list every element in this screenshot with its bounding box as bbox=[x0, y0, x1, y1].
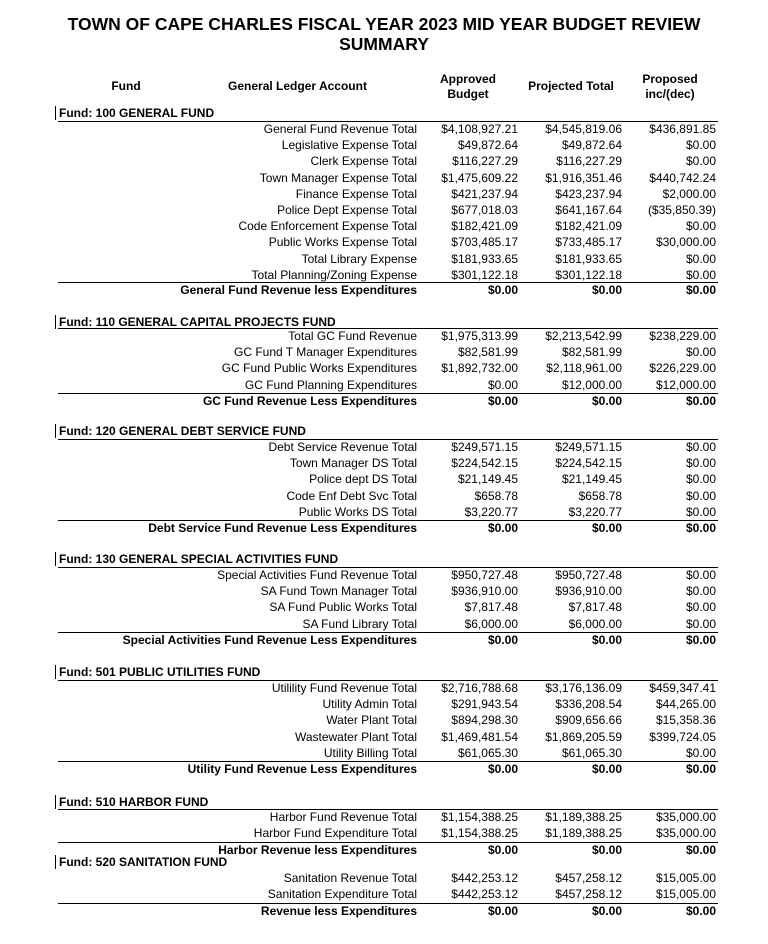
ledger-row bbox=[0, 171, 768, 186]
proposed-change-value: $0.00 bbox=[685, 345, 716, 360]
total-label: Special Activities Fund Revenue Less Expenditures bbox=[122, 633, 417, 647]
ledger-row bbox=[0, 122, 768, 137]
projected-total-value: $733,485.17 bbox=[555, 235, 622, 250]
total-label: GC Fund Revenue Less Expenditures bbox=[202, 394, 417, 408]
title-line-2: SUMMARY bbox=[339, 34, 429, 54]
header-proposed bbox=[630, 72, 710, 102]
proposed-change-value: $0.00 bbox=[685, 251, 716, 266]
ledger-row bbox=[0, 378, 768, 393]
account-label: Sanitation Expenditure Total bbox=[267, 887, 417, 902]
approved-budget-value: $442,253.12 bbox=[451, 871, 518, 885]
approved-budget-value: $421,237.94 bbox=[451, 186, 518, 201]
approved-budget-value: $4,108,927.21 bbox=[441, 122, 518, 136]
fund-heading: Fund: 520 SANITATION FUND bbox=[55, 855, 227, 869]
account-label: General Fund Revenue Total bbox=[263, 122, 417, 136]
proposed-change-value: $35,000.00 bbox=[655, 826, 716, 841]
proposed-change-value: $0.00 bbox=[685, 504, 716, 519]
projected-total-value: $249,571.15 bbox=[555, 440, 622, 454]
approved-budget-value: $2,716,788.68 bbox=[441, 681, 518, 695]
approved-budget-value: $181,933.65 bbox=[451, 251, 518, 266]
approved-budget-value: $301,122.18 bbox=[451, 267, 518, 282]
total-approved-value: $0.00 bbox=[487, 521, 518, 535]
account-label: SA Fund Town Manager Total bbox=[260, 584, 417, 599]
approved-budget-value: $291,943.54 bbox=[451, 697, 518, 712]
proposed-change-value: $15,005.00 bbox=[655, 887, 716, 902]
ledger-row bbox=[0, 219, 768, 234]
account-label: Clerk Expense Total bbox=[310, 154, 417, 169]
ledger-row bbox=[0, 730, 768, 745]
account-label: Total GC Fund Revenue bbox=[288, 329, 417, 343]
projected-total-value: $1,916,351.46 bbox=[545, 170, 622, 185]
fund-total-row bbox=[0, 904, 768, 919]
projected-total-value: $6,000.00 bbox=[568, 616, 622, 631]
proposed-change-value: $0.00 bbox=[685, 600, 716, 615]
ledger-row bbox=[0, 345, 768, 360]
account-label: Utility Billing Total bbox=[323, 745, 417, 760]
ledger-row bbox=[0, 746, 768, 761]
account-label: Utilility Fund Revenue Total bbox=[271, 681, 417, 695]
projected-total-value: $936,910.00 bbox=[555, 584, 622, 599]
total-proposed-value: $0.00 bbox=[685, 843, 716, 857]
approved-budget-value: $442,253.12 bbox=[451, 887, 518, 902]
fund-heading: Fund: 510 HARBOR FUND bbox=[55, 795, 208, 809]
approved-budget-value: $116,227.29 bbox=[452, 154, 518, 169]
account-label: Finance Expense Total bbox=[295, 186, 417, 201]
projected-total-value: $224,542.15 bbox=[555, 456, 622, 471]
ledger-row bbox=[0, 489, 768, 504]
projected-total-value: $12,000.00 bbox=[561, 377, 622, 392]
approved-budget-value: $703,485.17 bbox=[451, 235, 518, 250]
approved-budget-value: $658.78 bbox=[474, 488, 518, 503]
projected-total-value: $950,727.48 bbox=[555, 568, 622, 582]
total-proposed-value: $0.00 bbox=[685, 904, 716, 918]
projected-total-value: $116,227.29 bbox=[556, 154, 622, 169]
total-projected-value: $0.00 bbox=[591, 904, 622, 918]
projected-total-value: $2,118,961.00 bbox=[546, 361, 622, 376]
approved-budget-value: $0.00 bbox=[487, 377, 518, 392]
total-label: Debt Service Fund Revenue Less Expenditures bbox=[148, 521, 417, 535]
account-label: GC Fund Public Works Expenditures bbox=[221, 361, 417, 376]
approved-budget-value: $7,817.48 bbox=[464, 600, 518, 615]
total-projected-value: $0.00 bbox=[591, 633, 622, 647]
approved-budget-value: $1,154,388.25 bbox=[441, 826, 518, 841]
approved-budget-value: $1,892,732.00 bbox=[441, 361, 518, 376]
fund-total-row bbox=[0, 394, 768, 409]
account-label: SA Fund Public Works Total bbox=[269, 600, 417, 615]
approved-budget-value: $950,727.48 bbox=[451, 568, 518, 582]
proposed-change-value: $440,742.24 bbox=[649, 170, 716, 185]
header-proposed-line-1: Proposed bbox=[642, 72, 698, 86]
ledger-row bbox=[0, 329, 768, 344]
proposed-change-value: $238,229.00 bbox=[649, 329, 716, 343]
header-approved bbox=[428, 72, 508, 102]
account-label: Utility Admin Total bbox=[322, 697, 417, 712]
account-label: Special Activities Fund Revenue Total bbox=[217, 568, 417, 582]
projected-total-value: $1,189,388.25 bbox=[545, 826, 622, 841]
account-label: Water Plant Total bbox=[326, 713, 417, 728]
account-label: Debt Service Revenue Total bbox=[268, 440, 417, 454]
fund-total-row bbox=[0, 762, 768, 777]
projected-total-value: $21,149.45 bbox=[561, 472, 622, 487]
account-label: Sanitation Revenue Total bbox=[283, 871, 417, 885]
account-label: Police Dept Expense Total bbox=[277, 203, 417, 217]
projected-total-value: $457,258.12 bbox=[555, 887, 622, 902]
fund-heading: Fund: 130 GENERAL SPECIAL ACTIVITIES FUND bbox=[55, 552, 338, 566]
ledger-row bbox=[0, 456, 768, 471]
projected-total-value: $3,220.77 bbox=[568, 504, 622, 519]
account-label: Code Enf Debt Svc Total bbox=[286, 488, 417, 503]
header-account: General Ledger Account bbox=[228, 79, 367, 93]
account-label: Public Works Expense Total bbox=[268, 235, 417, 250]
projected-total-value: $182,421.09 bbox=[555, 219, 622, 234]
approved-budget-value: $61,065.30 bbox=[457, 745, 518, 760]
proposed-change-value: $0.00 bbox=[685, 456, 716, 471]
approved-budget-value: $49,872.64 bbox=[457, 138, 518, 153]
header-approved-line-2: Budget bbox=[447, 87, 489, 101]
projected-total-value: $2,213,542.99 bbox=[545, 329, 622, 343]
proposed-change-value: $30,000.00 bbox=[655, 235, 716, 250]
approved-budget-value: $182,421.09 bbox=[451, 219, 518, 234]
account-label: Legislative Expense Total bbox=[281, 138, 417, 153]
proposed-change-value: $459,347.41 bbox=[649, 681, 716, 695]
ledger-row bbox=[0, 697, 768, 712]
page-title bbox=[0, 14, 768, 54]
approved-budget-value: $249,571.15 bbox=[451, 440, 518, 454]
ledger-row bbox=[0, 440, 768, 455]
account-label: Total Library Expense bbox=[301, 251, 417, 266]
fund-heading: Fund: 501 PUBLIC UTILITIES FUND bbox=[55, 665, 260, 679]
ledger-row bbox=[0, 681, 768, 696]
ledger-row bbox=[0, 187, 768, 202]
account-label: Town Manager DS Total bbox=[289, 456, 417, 471]
projected-total-value: $49,872.64 bbox=[561, 138, 622, 153]
proposed-change-value: $0.00 bbox=[685, 584, 716, 599]
ledger-row bbox=[0, 235, 768, 250]
total-label: Harbor Revenue less Expenditures bbox=[218, 843, 417, 857]
projected-total-value: $641,167.64 bbox=[555, 203, 622, 217]
total-projected-value: $0.00 bbox=[591, 762, 622, 776]
ledger-row bbox=[0, 252, 768, 267]
ledger-row bbox=[0, 617, 768, 632]
proposed-change-value: $0.00 bbox=[685, 154, 716, 169]
fund-total-row bbox=[0, 283, 768, 298]
proposed-change-value: $44,265.00 bbox=[655, 697, 716, 712]
fund-total-row bbox=[0, 521, 768, 536]
total-label: Revenue less Expenditures bbox=[260, 904, 417, 918]
total-projected-value: $0.00 bbox=[591, 283, 622, 297]
header-fund: Fund bbox=[111, 79, 141, 93]
ledger-row bbox=[0, 810, 768, 825]
projected-total-value: $3,176,136.09 bbox=[545, 681, 622, 695]
account-label: Harbor Fund Revenue Total bbox=[269, 810, 417, 824]
projected-total-value: $4,545,819.06 bbox=[545, 122, 622, 136]
header-approved-line-1: Approved bbox=[439, 72, 496, 86]
ledger-row bbox=[0, 472, 768, 487]
projected-total-value: $423,237.94 bbox=[555, 186, 622, 201]
ledger-row bbox=[0, 887, 768, 902]
ledger-row bbox=[0, 568, 768, 583]
total-approved-value: $0.00 bbox=[487, 762, 518, 776]
ledger-row bbox=[0, 600, 768, 615]
total-approved-value: $0.00 bbox=[487, 904, 518, 918]
proposed-change-value: $0.00 bbox=[685, 488, 716, 503]
projected-total-value: $336,208.54 bbox=[555, 697, 622, 712]
total-projected-value: $0.00 bbox=[591, 843, 622, 857]
proposed-change-value: ($35,850.39) bbox=[647, 203, 716, 217]
proposed-change-value: $399,724.05 bbox=[649, 729, 716, 744]
projected-total-value: $1,189,388.25 bbox=[545, 810, 622, 824]
account-label: GC Fund T Manager Expenditures bbox=[234, 345, 417, 360]
total-proposed-value: $0.00 bbox=[685, 283, 716, 297]
approved-budget-value: $21,149.45 bbox=[457, 472, 518, 487]
account-label: GC Fund Planning Expenditures bbox=[244, 377, 417, 392]
approved-budget-value: $6,000.00 bbox=[464, 616, 518, 631]
account-label: Code Enforcement Expense Total bbox=[238, 219, 417, 234]
approved-budget-value: $1,475,609.22 bbox=[441, 170, 518, 185]
total-label: General Fund Revenue less Expenditures bbox=[180, 283, 417, 297]
projected-total-value: $1,869,205.59 bbox=[545, 729, 622, 744]
fund-heading: Fund: 100 GENERAL FUND bbox=[55, 106, 214, 120]
ledger-row bbox=[0, 154, 768, 169]
projected-total-value: $658.78 bbox=[578, 488, 622, 503]
account-label: Town Manager Expense Total bbox=[259, 170, 417, 185]
proposed-change-value: $436,891.85 bbox=[649, 122, 716, 136]
approved-budget-value: $936,910.00 bbox=[451, 584, 518, 599]
proposed-change-value: $15,358.36 bbox=[655, 713, 716, 728]
total-proposed-value: $0.00 bbox=[685, 633, 716, 647]
ledger-row bbox=[0, 826, 768, 841]
proposed-change-value: $0.00 bbox=[685, 267, 716, 282]
approved-budget-value: $1,469,481.54 bbox=[441, 729, 518, 744]
header-projected: Projected Total bbox=[528, 79, 614, 93]
total-label: Utility Fund Revenue Less Expenditures bbox=[187, 762, 417, 776]
projected-total-value: $82,581.99 bbox=[561, 345, 622, 360]
projected-total-value: $61,065.30 bbox=[561, 745, 622, 760]
ledger-row bbox=[0, 138, 768, 153]
proposed-change-value: $0.00 bbox=[685, 440, 716, 454]
projected-total-value: $909,656.66 bbox=[555, 713, 622, 728]
fund-total-row bbox=[0, 633, 768, 648]
account-label: SA Fund Library Total bbox=[302, 616, 417, 631]
proposed-change-value: $0.00 bbox=[685, 745, 716, 760]
projected-total-value: $7,817.48 bbox=[568, 600, 622, 615]
proposed-change-value: $15,005.00 bbox=[655, 871, 716, 885]
ledger-row bbox=[0, 584, 768, 599]
total-approved-value: $0.00 bbox=[487, 283, 518, 297]
approved-budget-value: $1,975,313.99 bbox=[441, 329, 518, 343]
total-proposed-value: $0.00 bbox=[685, 521, 716, 535]
proposed-change-value: $12,000.00 bbox=[655, 377, 716, 392]
ledger-row bbox=[0, 203, 768, 218]
account-label: Total Planning/Zoning Expense bbox=[251, 267, 417, 282]
approved-budget-value: $3,220.77 bbox=[464, 504, 518, 519]
proposed-change-value: $0.00 bbox=[685, 219, 716, 234]
ledger-row bbox=[0, 361, 768, 376]
proposed-change-value: $0.00 bbox=[685, 616, 716, 631]
total-approved-value: $0.00 bbox=[487, 633, 518, 647]
account-label: Harbor Fund Expenditure Total bbox=[253, 826, 417, 841]
approved-budget-value: $82,581.99 bbox=[457, 345, 518, 360]
title-line-1: TOWN OF CAPE CHARLES FISCAL YEAR 2023 MID YEAR BUDGET REVIEW bbox=[67, 14, 701, 34]
ledger-row bbox=[0, 505, 768, 520]
projected-total-value: $301,122.18 bbox=[555, 267, 622, 282]
approved-budget-value: $224,542.15 bbox=[451, 456, 518, 471]
proposed-change-value: $35,000.00 bbox=[655, 810, 716, 824]
proposed-change-value: $2,000.00 bbox=[662, 186, 716, 201]
total-approved-value: $0.00 bbox=[487, 843, 518, 857]
fund-heading: Fund: 110 GENERAL CAPITAL PROJECTS FUND bbox=[55, 315, 336, 329]
approved-budget-value: $677,018.03 bbox=[451, 203, 518, 217]
total-approved-value: $0.00 bbox=[487, 394, 518, 408]
total-projected-value: $0.00 bbox=[591, 521, 622, 535]
account-label: Public Works DS Total bbox=[298, 504, 417, 519]
total-projected-value: $0.00 bbox=[591, 394, 622, 408]
header-proposed-line-2: inc/(dec) bbox=[645, 87, 695, 101]
proposed-change-value: $226,229.00 bbox=[649, 361, 716, 376]
proposed-change-value: $0.00 bbox=[685, 568, 716, 582]
total-proposed-value: $0.00 bbox=[685, 394, 716, 408]
ledger-row bbox=[0, 268, 768, 283]
projected-total-value: $457,258.12 bbox=[555, 871, 622, 885]
ledger-row bbox=[0, 871, 768, 886]
projected-total-value: $181,933.65 bbox=[555, 251, 622, 266]
ledger-row bbox=[0, 713, 768, 728]
account-label: Police dept DS Total bbox=[309, 472, 417, 487]
approved-budget-value: $894,298.30 bbox=[451, 713, 518, 728]
total-proposed-value: $0.00 bbox=[685, 762, 716, 776]
proposed-change-value: $0.00 bbox=[685, 472, 716, 487]
proposed-change-value: $0.00 bbox=[685, 138, 716, 153]
account-label: Wastewater Plant Total bbox=[294, 729, 417, 744]
fund-heading: Fund: 120 GENERAL DEBT SERVICE FUND bbox=[55, 424, 306, 438]
approved-budget-value: $1,154,388.25 bbox=[441, 810, 518, 824]
